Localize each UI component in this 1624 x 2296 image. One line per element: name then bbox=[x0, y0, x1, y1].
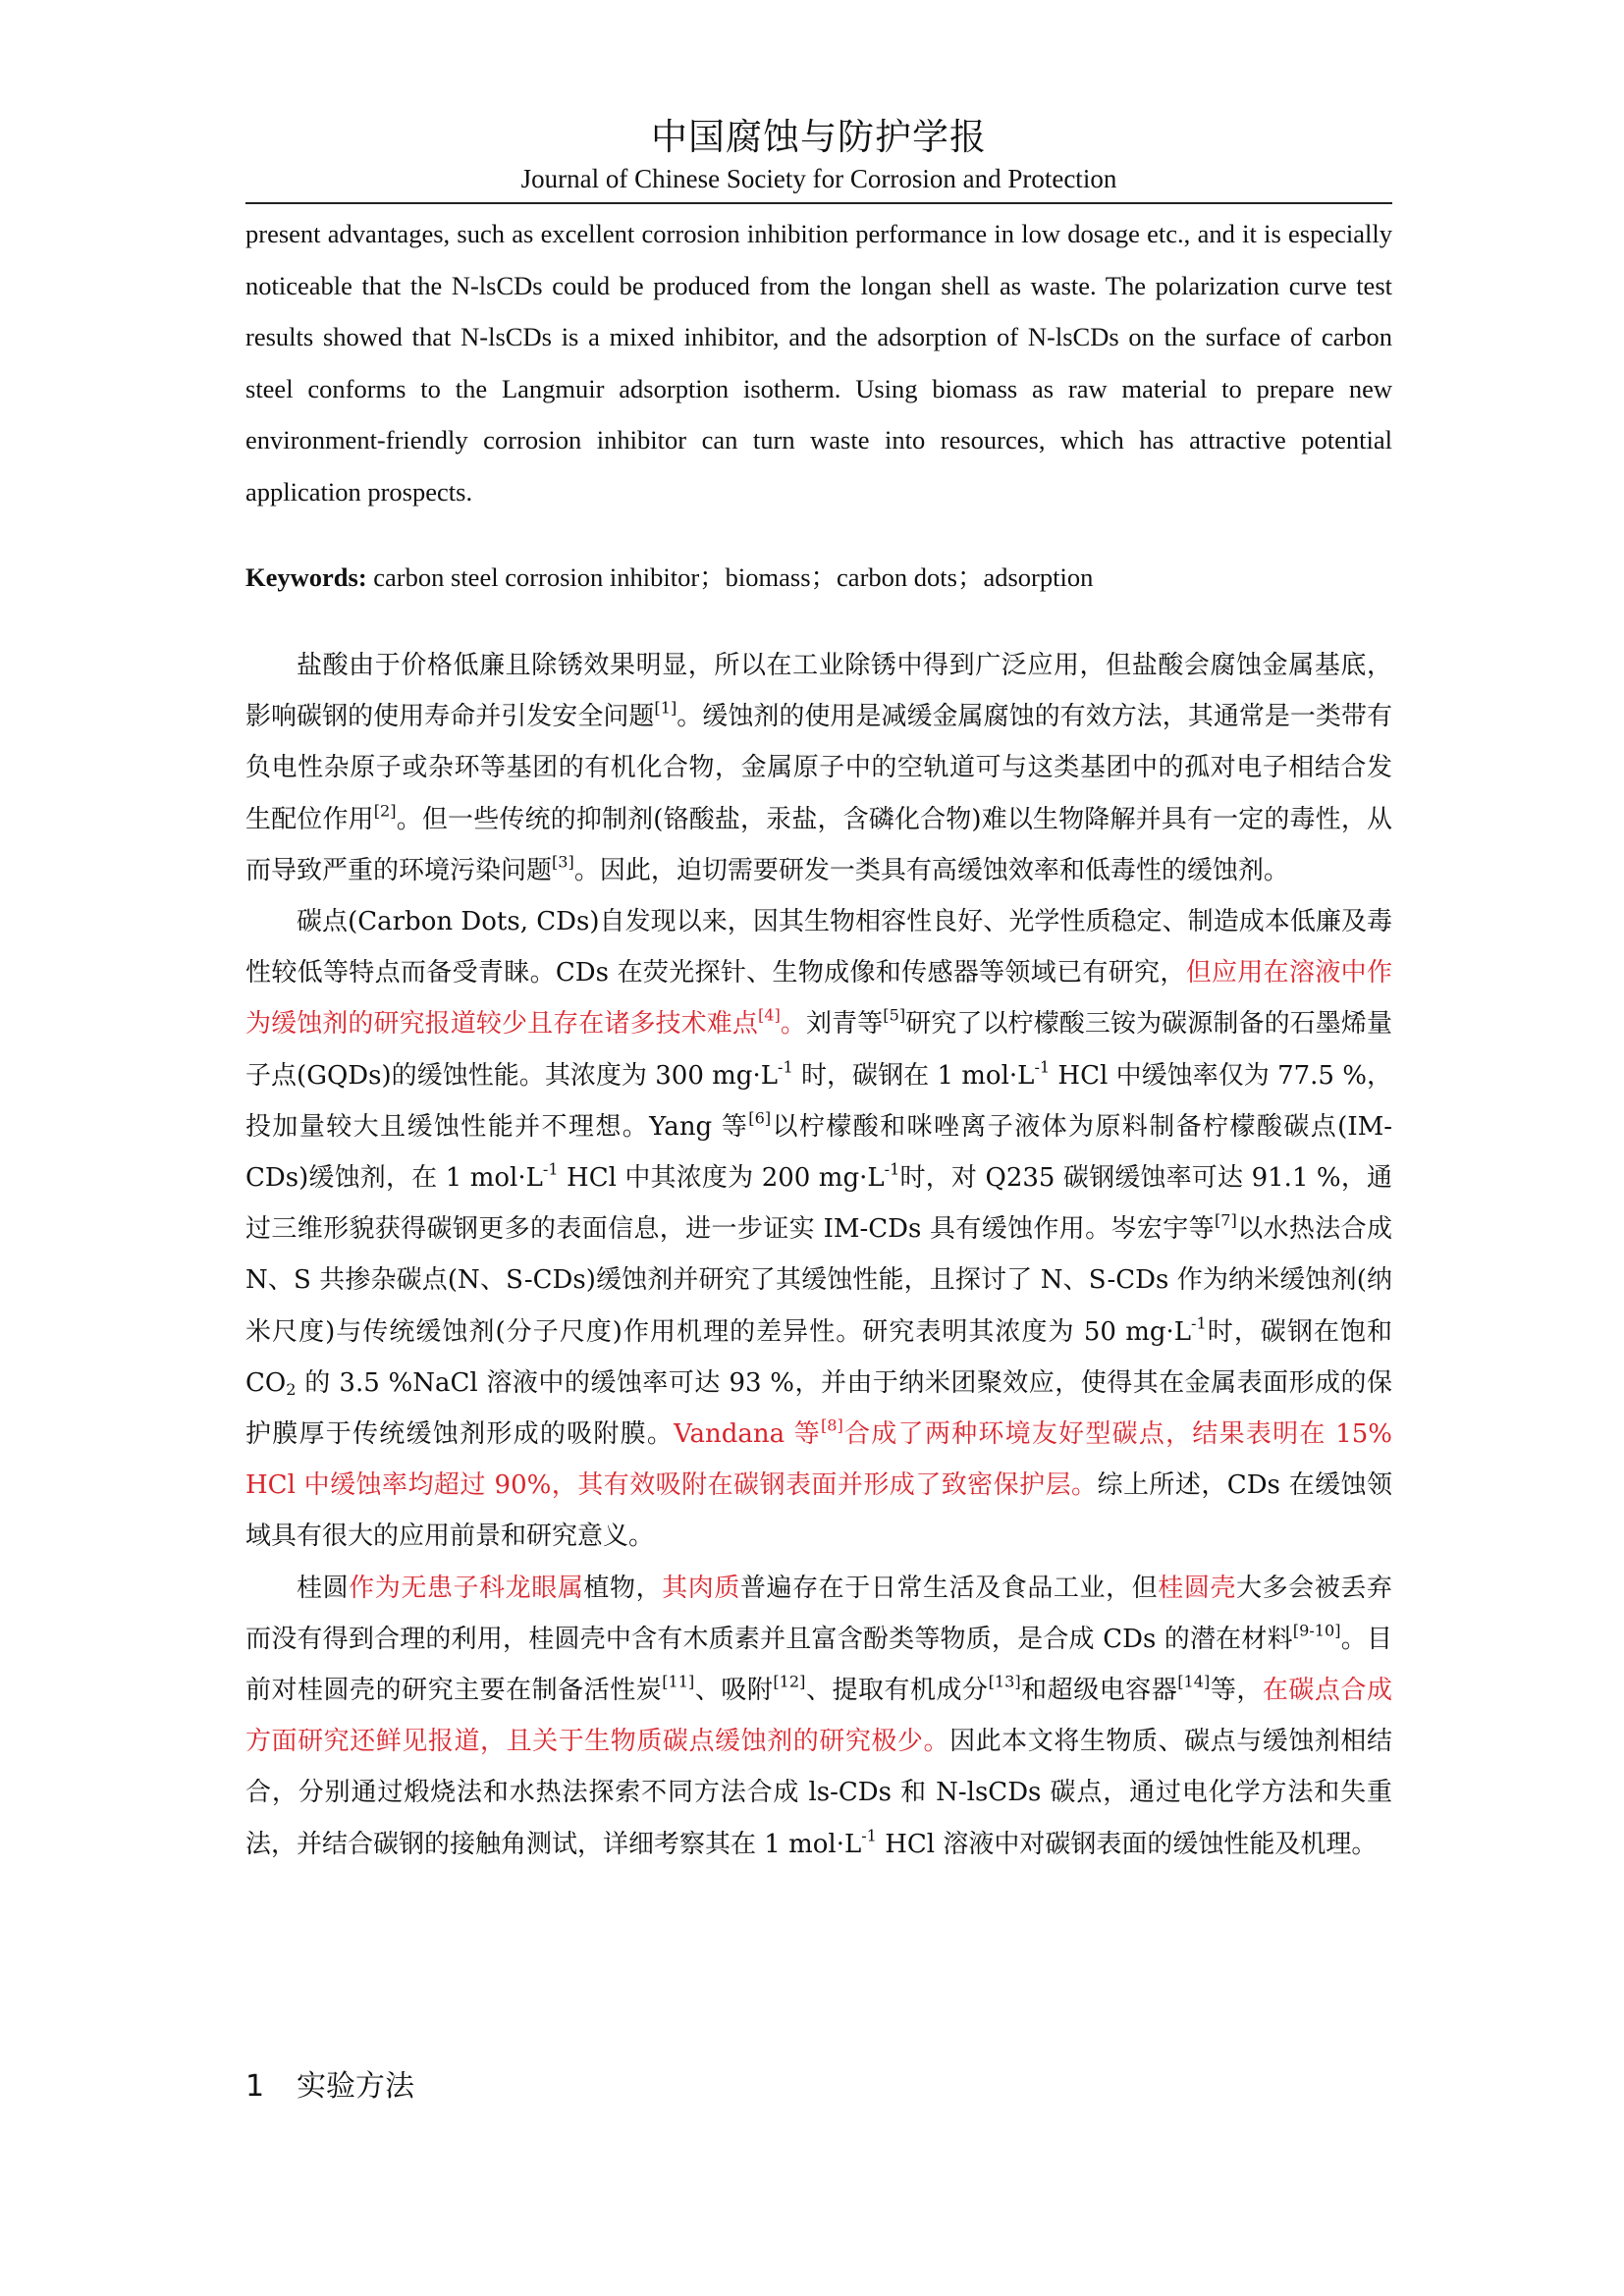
p2-highlight-2: 。 bbox=[780, 1009, 806, 1040]
unit-exp: -1 bbox=[778, 1057, 793, 1077]
abstract-text: present advantages, such as excellent corrosion inhibition performance in low dosage etc., and it is especially noticeable that the N-lsCDs could be produced from the longan shell as waste. The polarization curve test results showed that N-lsCDs is a mixed inhibitor, and the adsorption of N-lsCDs on the surface of carbon steel conforms to the Langmuir adsorption isotherm. Using biomass as raw material to prepare new environment-friendly corrosion inhibitor can turn waste into resources, which has attractive potential application prospects. bbox=[245, 219, 1392, 507]
p2-highlight-4: 合成了两种环境友好型碳点，结果表明在 15% HCl 中缓蚀率均超过 90%，其有效吸附在碳钢表面并形成了致密保护层。 bbox=[245, 1419, 1392, 1501]
ref-2: [2] bbox=[373, 801, 397, 821]
p2-s12: 综上所述，CDs 在缓蚀领域具有很大的应用前景和研究意义。 bbox=[245, 1470, 1392, 1552]
ref-14: [14] bbox=[1177, 1672, 1211, 1691]
unit-exp: -1 bbox=[884, 1159, 900, 1179]
body-text bbox=[245, 640, 1392, 1870]
p2-s7: HCl 中其浓度为 200 mg·L bbox=[558, 1163, 885, 1194]
p3-s4: 大多会被丢弃而没有得到合理的利用，桂圆壳中含有木质素并且富含酚类等物质，是合成 CDs 的潜在材料 bbox=[245, 1573, 1392, 1654]
p3-highlight-2: 其肉质 bbox=[662, 1573, 740, 1603]
p3-s1: 桂圆 bbox=[297, 1573, 350, 1603]
p2-s9: 以水热法合成 N、S 共掺杂碳点(N、S-CDs)缓蚀剂并研究了其缓蚀性能，且探讨了 N、S-CDs 作为纳米缓蚀剂(纳米尺度)与传统缓蚀剂(分子尺度)作用机理的差异性。研究表明其浓度为 50 mg·L bbox=[245, 1214, 1392, 1347]
p3-highlight-1: 作为无患子科龙眼属 bbox=[349, 1573, 584, 1603]
paragraph-2 bbox=[245, 896, 1392, 1563]
ref-11: [11] bbox=[662, 1672, 695, 1691]
journal-header bbox=[245, 113, 1392, 195]
p2-s2: 刘青等 bbox=[805, 1009, 884, 1040]
ref-12: [12] bbox=[773, 1672, 806, 1691]
paragraph-1 bbox=[245, 640, 1392, 896]
ref-8: [8] bbox=[820, 1415, 843, 1435]
header-rule bbox=[245, 202, 1392, 204]
p2-s4: 时，碳钢在 1 mol·L bbox=[792, 1060, 1035, 1091]
section-title: 实验方法 bbox=[297, 2069, 414, 2104]
p3-s7: 、提取有机成分 bbox=[805, 1676, 989, 1706]
ref-4: [4] bbox=[757, 1006, 781, 1026]
p3-s2: 植物， bbox=[583, 1573, 663, 1603]
section-heading bbox=[245, 2062, 1392, 2111]
unit-exp: -1 bbox=[1034, 1057, 1051, 1077]
p3-highlight-3: 桂圆壳 bbox=[1158, 1573, 1236, 1603]
p1-s3: 。但一些传统的抑制剂(铬酸盐，汞盐，含磷化合物)难以生物降解并具有一定的毒性，从而导致严重的环境污染问题 bbox=[245, 804, 1392, 885]
ref-13: [13] bbox=[988, 1672, 1021, 1691]
p3-s9: 等， bbox=[1210, 1676, 1263, 1706]
p3-s10: 因此本文将生物质、碳点与缓蚀剂相结合，分别通过煅烧法和水热法探索不同方法合成 ls-CDs 和 N-lsCDs 碳点，通过电化学方法和失重法，并结合碳钢的接触角测试，详细考察其在 1 mol·L bbox=[245, 1727, 1392, 1859]
p2-s1: 碳点(Carbon Dots, CDs)自发现以来，因其生物相容性良好、光学性质稳定、制造成本低廉及毒性较低等特点而备受青睐。CDs 在荧光探针、生物成像和传感器等领域已有研究， bbox=[245, 907, 1392, 988]
p2-s5: HCl 中缓蚀率仅为 77.5 %，投加量较大且缓蚀性能并不理想。Yang 等 bbox=[245, 1060, 1393, 1142]
ref-7: [7] bbox=[1214, 1210, 1237, 1230]
p2-s11: 的 3.5 %NaCl 溶液中的缓蚀率可达 93 %，并由于纳米团聚效应，使得其在金属表面形成的保护膜厚于传统缓蚀剂形成的吸附膜。 bbox=[245, 1367, 1392, 1450]
unit-exp: -1 bbox=[861, 1826, 877, 1845]
p2-highlight-3: Vandana 等 bbox=[674, 1419, 821, 1450]
unit-exp: -1 bbox=[542, 1159, 559, 1179]
ref-3: [3] bbox=[552, 852, 574, 872]
paragraph-3 bbox=[245, 1563, 1392, 1870]
ref-6: [6] bbox=[748, 1108, 772, 1128]
section-number: 1 bbox=[245, 2069, 265, 2104]
journal-title-en: Journal of Chinese Society for Corrosion and Protection bbox=[520, 164, 1117, 193]
p3-highlight-4: 在碳点合成方面研究还鲜见报道，且关于生物质碳点缓蚀剂的研究极少。 bbox=[245, 1676, 1392, 1757]
p1-s1: 盐酸由于价格低廉且除锈效果明显，所以在工业除锈中得到广泛应用，但盐酸会腐蚀金属基底，影响碳钢的使用寿命并引发安全问题 bbox=[245, 651, 1392, 732]
p3-s11: HCl 溶液中对碳钢表面的缓蚀性能及机理。 bbox=[876, 1829, 1378, 1859]
journal-title-cn: 中国腐蚀与防护学报 bbox=[651, 116, 987, 158]
p2-highlight-1: 但应用在溶液中作为缓蚀剂的研究报道较少且存在诸多技术难点 bbox=[245, 958, 1392, 1040]
keywords bbox=[245, 552, 1392, 603]
p3-s8: 和超级电容器 bbox=[1020, 1676, 1178, 1706]
keywords-text: carbon steel corrosion inhibitor；biomass；carbon dots；adsorption bbox=[366, 562, 1094, 592]
keywords-label: Keywords: bbox=[245, 562, 367, 592]
ref-9-10: [9-10] bbox=[1292, 1621, 1341, 1640]
p2-s6: 以柠檬酸和咪唑离子液体为原料制备柠檬酸碳点(IM-CDs)缓蚀剂，在 1 mol·L bbox=[245, 1111, 1392, 1194]
p3-s6: 、吸附 bbox=[694, 1676, 774, 1706]
p2-s10: 时，碳钢在饱和 CO bbox=[245, 1316, 1392, 1398]
p3-s3: 普遍存在于日常生活及食品工业，但 bbox=[739, 1573, 1159, 1603]
ref-5: [5] bbox=[883, 1006, 906, 1026]
ref-1: [1] bbox=[654, 698, 677, 718]
unit-exp: -1 bbox=[1191, 1313, 1207, 1333]
co2-subscript: 2 bbox=[286, 1379, 297, 1399]
p2-s3: 研究了以柠檬酸三铵为碳源制备的石墨烯量子点(GQDs)的缓蚀性能。其浓度为 300 mg·L bbox=[245, 1009, 1392, 1091]
p1-s4: 。因此，迫切需要研发一类具有高缓蚀效率和低毒性的缓蚀剂。 bbox=[573, 855, 1289, 885]
p1-s2: 。缓蚀剂的使用是减缓金属腐蚀的有效方法，其通常是一类带有负电性杂原子或杂环等基团的有机化合物，金属原子中的空轨道可与这类基团中的孤对电子相结合发生配位作用 bbox=[245, 702, 1392, 834]
p3-s5: 。目前对桂圆壳的研究主要在制备活性炭 bbox=[245, 1624, 1392, 1706]
p2-s8: 时，对 Q235 碳钢缓蚀率可达 91.1 %，通过三维形貌获得碳钢更多的表面信息，进一步证实 IM-CDs 具有缓蚀作用。岑宏宇等 bbox=[245, 1163, 1393, 1245]
